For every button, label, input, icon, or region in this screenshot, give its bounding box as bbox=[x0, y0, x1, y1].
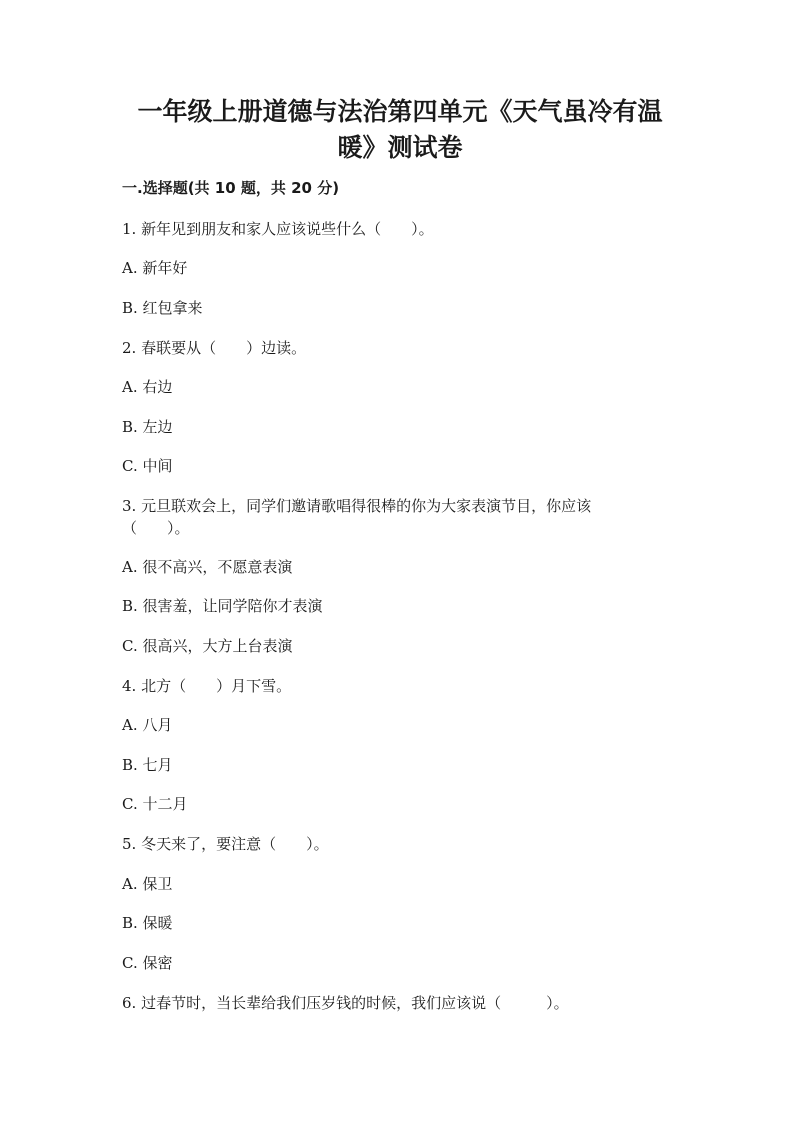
question-option: A. 保卫 bbox=[122, 875, 173, 893]
question-option: A. 右边 bbox=[122, 378, 173, 396]
question-stem-line-2: （ ）。 bbox=[122, 519, 190, 537]
question-option: B. 左边 bbox=[122, 418, 173, 436]
question-stem: 1. 新年见到朋友和家人应该说些什么（ ）。 bbox=[122, 220, 434, 238]
question-option: B. 七月 bbox=[122, 756, 173, 774]
page-title bbox=[120, 94, 680, 166]
question-option: A. 新年好 bbox=[122, 259, 188, 277]
question-option: B. 保暖 bbox=[122, 914, 173, 932]
question-stem: 6. 过春节时，当长辈给我们压岁钱的时候，我们应该说（ ）。 bbox=[122, 994, 569, 1012]
question-option: A. 很不高兴，不愿意表演 bbox=[122, 558, 293, 576]
question-option: A. 八月 bbox=[122, 716, 173, 734]
question-option: B. 红包拿来 bbox=[122, 299, 203, 317]
section-heading: 一.选择题(共 10 题，共 20 分) bbox=[122, 179, 340, 197]
title-line-1: 一年级上册道德与法治第四单元《天气虽冷有温 bbox=[137, 97, 663, 126]
question-option: C. 保密 bbox=[122, 954, 173, 972]
question-option: B. 很害羞，让同学陪你才表演 bbox=[122, 597, 323, 615]
question-stem: 2. 春联要从（ ）边读。 bbox=[122, 339, 307, 357]
question-stem: 5. 冬天来了，要注意（ ）。 bbox=[122, 835, 329, 853]
question-option: C. 十二月 bbox=[122, 795, 188, 813]
question-option: C. 很高兴，大方上台表演 bbox=[122, 637, 293, 655]
question-option: C. 中间 bbox=[122, 457, 173, 475]
title-line-2: 暖》测试卷 bbox=[337, 133, 463, 162]
question-stem-line-1: 3. 元旦联欢会上，同学们邀请歌唱得很棒的你为大家表演节目，你应该 bbox=[122, 497, 592, 515]
question-stem: 4. 北方（ ）月下雪。 bbox=[122, 677, 292, 695]
